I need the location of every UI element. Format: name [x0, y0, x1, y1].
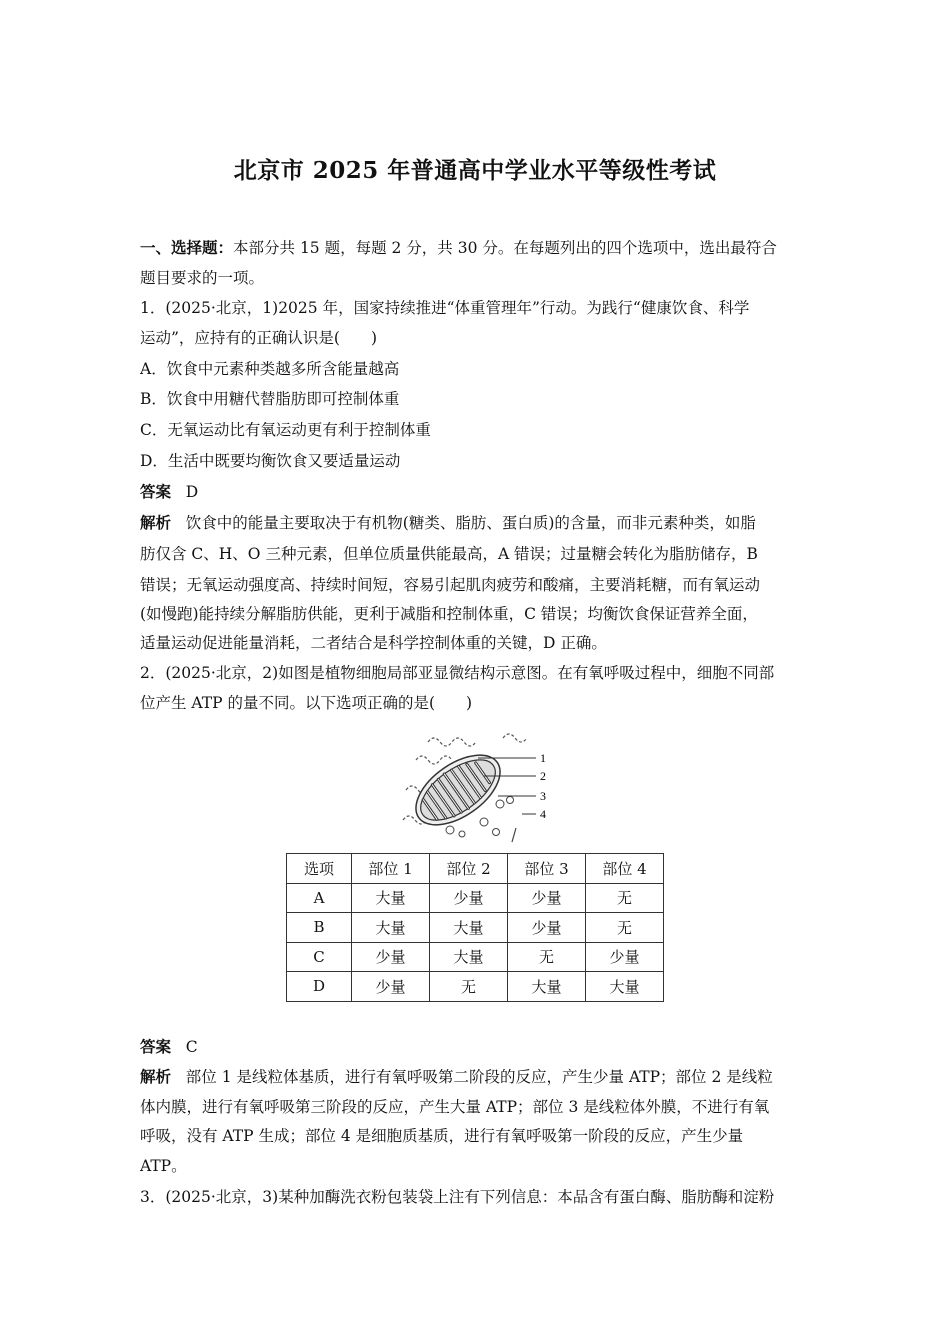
table-cell: 无	[586, 883, 664, 913]
table-header-cell: 选项	[287, 854, 352, 884]
q1-option-b: B．饮食中用糖代替脂肪即可控制体重	[140, 390, 400, 408]
table-cell: 大量	[352, 913, 430, 943]
page-title: 北京市 2025 年普通高中学业水平等级性考试	[233, 157, 717, 184]
table-cell: B	[287, 913, 352, 943]
options-table	[286, 853, 664, 1002]
q3-stem: 3．(2025·北京，3)某种加酶洗衣粉包装袋上注有下列信息：本品含有蛋白酶、脂肪酶和淀粉	[140, 1188, 775, 1206]
section-label: 一、选择题：	[140, 238, 234, 257]
section-text: 本部分共 15 题，每题 2 分，共 30 分。在每题列出的四个选项中，选出最符合	[233, 239, 777, 257]
q1-analysis-text: 饮食中的能量主要取决于有机物(糖类、脂肪、蛋白质)的含量，而非元素种类，如脂	[185, 514, 756, 532]
q2-answer-value: C	[185, 1038, 198, 1056]
table-cell: 少量	[508, 883, 586, 913]
table-cell: 大量	[586, 972, 664, 1002]
table-cell: 无	[508, 942, 586, 972]
table-header-row	[287, 854, 664, 884]
table-cell: 大量	[352, 883, 430, 913]
figure-label: 4	[540, 807, 546, 821]
table-cell: 少量	[352, 972, 430, 1002]
q2-stem-cont: 位产生 ATP 的量不同。以下选项正确的是( )	[140, 694, 473, 712]
table-cell: 大量	[430, 913, 508, 943]
table-header-cell: 部位 1	[352, 854, 430, 884]
table-cell: C	[287, 942, 352, 972]
table-row	[287, 913, 664, 943]
q1-option-c: C．无氧运动比有氧运动更有利于控制体重	[140, 421, 431, 439]
q1-option-a: A．饮食中元素种类越多所含能量越高	[140, 360, 400, 378]
q1-stem-cont: 运动”，应持有的正确认识是( )	[140, 329, 378, 347]
table-cell: 大量	[508, 972, 586, 1002]
q1-analysis-line: 错误；无氧运动强度高、持续时间短，容易引起肌肉疲劳和酸痛，主要消耗糖，而有氧运动	[140, 576, 761, 594]
table-cell: 少量	[430, 883, 508, 913]
q1-answer	[140, 482, 812, 502]
q2-answer	[140, 1037, 812, 1057]
q1-analysis-line: (如慢跑)能持续分解脂肪供能，更利于减脂和控制体重，C 错误；均衡饮食保证营养全面，	[140, 605, 758, 623]
q2-analysis-label: 解析	[140, 1067, 172, 1086]
q2-analysis-line: 呼吸，没有 ATP 生成；部位 4 是细胞质基质，进行有氧呼吸第一阶段的反应，产生少量	[140, 1127, 744, 1145]
table-cell: A	[287, 883, 352, 913]
table-cell: 无	[430, 972, 508, 1002]
table-cell: 无	[586, 913, 664, 943]
table-cell: 大量	[430, 942, 508, 972]
figure-label: 1	[540, 751, 546, 765]
q1-option-d: D．生活中既要均衡饮食又要适量运动	[140, 452, 401, 470]
q1-answer-value: D	[185, 483, 199, 501]
section-intro-cont: 题目要求的一项。	[140, 269, 265, 287]
q1-stem: 1．(2025·北京，1)2025 年，国家持续推进“体重管理年”行动。为践行“健康饮食、科学	[140, 299, 750, 317]
q1-analysis-label: 解析	[140, 513, 172, 532]
section-intro	[140, 238, 812, 258]
q1-analysis-line: 适量运动促进能量消耗，二者结合是科学控制体重的关键，D 正确。	[140, 634, 607, 652]
table-row	[287, 972, 664, 1002]
q1-analysis-line: 肪仅含 C、H、O 三种元素，但单位质量供能最高，A 错误；过量糖会转化为脂肪储存，B	[140, 545, 758, 563]
table-header-cell: 部位 4	[586, 854, 664, 884]
mitochondrion-diagram	[398, 720, 558, 850]
q1-answer-label: 答案	[140, 482, 172, 501]
table-cell: 少量	[352, 942, 430, 972]
table-cell: 少量	[508, 913, 586, 943]
q2-analysis-line: 体内膜，进行有氧呼吸第三阶段的反应，产生大量 ATP；部位 3 是线粒体外膜，不进行有氧	[140, 1098, 770, 1116]
table-cell: 少量	[586, 942, 664, 972]
q1-analysis	[140, 513, 812, 533]
q2-answer-label: 答案	[140, 1037, 172, 1056]
q2-analysis-text: 部位 1 是线粒体基质，进行有氧呼吸第二阶段的反应，产生少量 ATP；部位 2 是线粒	[185, 1068, 773, 1086]
table-header-cell: 部位 3	[508, 854, 586, 884]
q2-analysis-line: ATP。	[140, 1157, 187, 1175]
q2-stem: 2．(2025·北京，2)如图是植物细胞局部亚显微结构示意图。在有氧呼吸过程中，细胞不同部	[140, 664, 775, 682]
table-row	[287, 883, 664, 913]
q2-analysis	[140, 1067, 812, 1087]
figure-label: 3	[540, 789, 546, 803]
table-row	[287, 942, 664, 972]
table-header-cell: 部位 2	[430, 854, 508, 884]
table-cell: D	[287, 972, 352, 1002]
figure-label: 2	[540, 769, 546, 783]
